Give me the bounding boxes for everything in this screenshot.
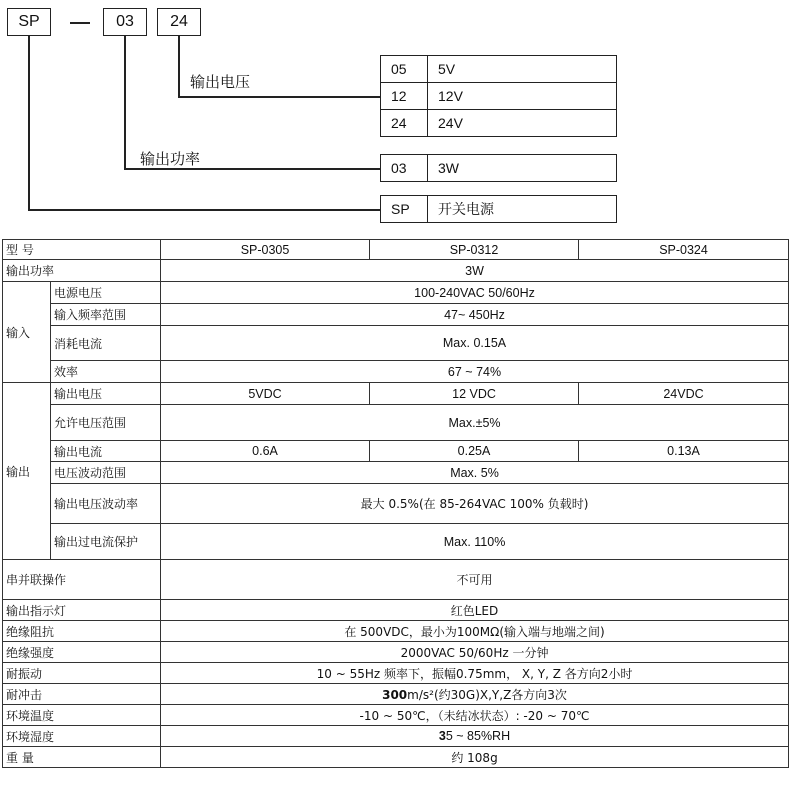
table-row: 电压波动范围 Max. 5% <box>3 462 789 484</box>
table-row <box>3 240 789 260</box>
table-row: 输出指示灯 红色LED <box>3 600 789 621</box>
table-row: 消耗电流 Max. 0.15A <box>3 326 789 361</box>
header-model-1: SP-0305 <box>161 240 370 260</box>
header-model-3: SP-0324 <box>579 240 789 260</box>
power-code-table: 03 3W <box>380 154 617 182</box>
table-row: 输出电流 0.6A 0.25A 0.13A <box>3 441 789 462</box>
table-row: 效率 67 ~ 74% <box>3 361 789 383</box>
connector-voltage-v <box>178 36 180 97</box>
table-row: 绝缘强度 2000VAC 50/60Hz 一分钟 <box>3 642 789 663</box>
table-row: 环境湿度 35 ~ 85%RH <box>3 726 789 747</box>
spec-table <box>2 239 789 768</box>
model-part-sp: SP <box>7 8 51 36</box>
group-input: 输入 <box>3 282 51 383</box>
table-row: 耐振动 10 ~ 55Hz 频率下，振幅0.75mm， X, Y, Z 各方向2小时 <box>3 663 789 684</box>
model-part-power: 03 <box>103 8 147 36</box>
table-row: 输出 输出电压 5VDC 12 VDC 24VDC <box>3 383 789 405</box>
table-row: 允许电压范围 Max.±5% <box>3 405 789 441</box>
label-output-power: 输出功率 <box>140 150 201 168</box>
table-row: 输入 电源电压 100-240VAC 50/60Hz <box>3 282 789 304</box>
table-row: 耐冲击 300m/s²(约30G)X,Y,Z各方向3次 <box>3 684 789 705</box>
connector-voltage-h <box>178 96 380 98</box>
voltage-code-table: 05 5V 12 12V 24 24V <box>380 55 617 137</box>
group-output: 输出 <box>3 383 51 560</box>
table-row: 重 量 约 108g <box>3 747 789 768</box>
table-row: 环境温度 -10 ~ 50℃，（未结冰状态）: -20 ~ 70℃ <box>3 705 789 726</box>
connector-type-v <box>28 36 30 210</box>
type-code-table: SP 开关电源 <box>380 195 617 223</box>
model-part-voltage: 24 <box>157 8 201 36</box>
connector-type-h <box>28 209 380 211</box>
table-row: 输出电压波动率 最大 0.5%(在 85-264VAC 100% 负载时) <box>3 484 789 524</box>
table-row: 串并联操作 不可用 <box>3 560 789 600</box>
table-row: 输出功率 3W <box>3 260 789 282</box>
connector-power-v <box>124 36 126 169</box>
header-model-label: 型 号 <box>3 240 161 260</box>
table-row: 输入频率范围 47~ 450Hz <box>3 304 789 326</box>
separator-dash <box>70 22 90 24</box>
table-row: 绝缘阻抗 在 500VDC，最小为100MΩ(输入端与地端之间) <box>3 621 789 642</box>
table-row: 输出过电流保护 Max. 110% <box>3 524 789 560</box>
header-model-2: SP-0312 <box>370 240 579 260</box>
label-output-voltage: 输出电压 <box>190 73 251 91</box>
